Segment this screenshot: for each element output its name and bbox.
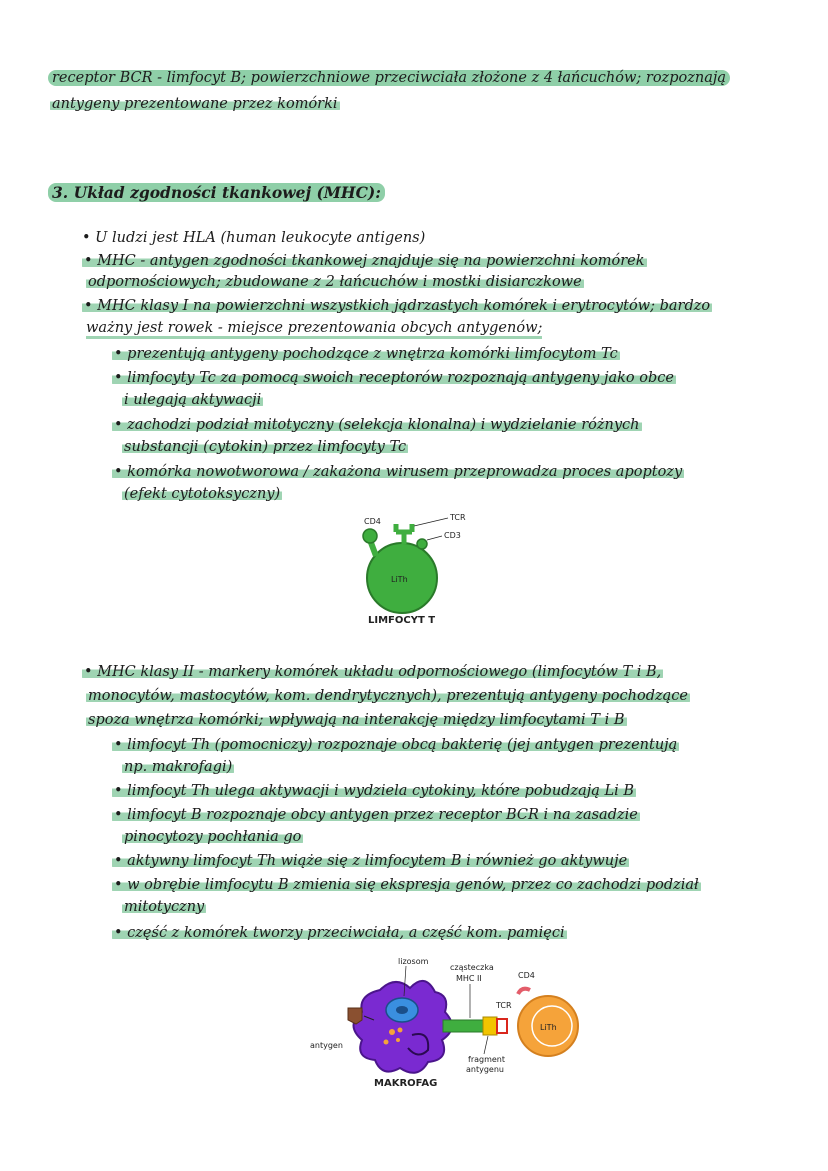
s3-line-5: • prezentują antygeny pochodzące z wnętrza komórki limfocytom Tc (114, 346, 618, 362)
fragment-label-1: fragment (468, 1055, 506, 1064)
cd4-label-2: CD4 (518, 971, 535, 980)
lith-label-2: LiTh (540, 1023, 557, 1032)
mhc2-line-1: monocytów, mastocytów, kom. dendrytycznych), prezentują antygeny pochodzące (88, 688, 688, 704)
tcr-label-2: TCR (496, 1001, 512, 1010)
czasteczka-label: cząsteczka (450, 963, 494, 972)
mhc2-line-9: • w obrębie limfocytu B zmienia się ekspresja genów, przez co zachodzi podział (114, 877, 699, 893)
s3-line-10: • komórka nowotworowa / zakażona wirusem przeprowadza proces apoptozy (114, 464, 683, 480)
cd3-receptor (417, 539, 427, 549)
cd4-receptor-2 (518, 989, 530, 994)
mhc2-line-5: • limfocyt Th ulega aktywacji i wydziela cytokiny, które pobudzają Li B (114, 783, 635, 799)
intro-line-2: antygeny prezentowane przez komórki (52, 96, 338, 112)
makrofag-title: MAKROFAG (374, 1078, 438, 1089)
mhc2-molecule (443, 1020, 483, 1032)
mhc2-label: MHC II (456, 974, 482, 983)
cd4-label: CD4 (364, 517, 381, 526)
makrofag-diagram (300, 950, 600, 1100)
s3-line-2: odpornościowych; zbudowane z 2 łańcuchów i mostki disiarczkowe (88, 274, 582, 290)
lith-label: LiTh (391, 575, 408, 584)
s3-line-6: • limfocyty Tc za pomocą swoich receptorów rozpoznają antygeny jako obce (114, 370, 674, 386)
s3-line-8: • zachodzi podział mitotyczny (selekcja klonalna) i wydzielanie różnych (114, 417, 640, 433)
fragment-label-2: antygenu (466, 1065, 504, 1074)
s3-line-7: i ulegają aktywacji (124, 392, 262, 408)
mhc2-line-10: mitotyczny (124, 899, 205, 915)
section-3-title: 3. Układ zgodności tkankowej (MHC): (48, 183, 385, 202)
s3-line-11: (efekt cytotoksyczny) (124, 486, 281, 502)
s3-line-9: substancji (cytokin) przez limfocyty Tc (124, 439, 407, 455)
mhc2-line-3: • limfocyt Th (pomocniczy) rozpoznaje obcą bakterię (jej antygen prezentują (114, 737, 678, 753)
mhc2-line-2: spoza wnętrza komórki; wpływają na interakcję między limfocytami T i B (88, 712, 625, 728)
mhc2-line-0: • MHC klasy II - markery komórek układu odpornościowego (limfocytów T i B, (84, 664, 662, 680)
s3-line-0: • U ludzi jest HLA (human leukocyte antigens) (82, 230, 426, 246)
cd3-label: CD3 (444, 531, 461, 540)
limfocyt-t-title: LIMFOCYT T (368, 615, 436, 626)
antygen-label: antygen (310, 1041, 343, 1050)
s3-line-3: • MHC klasy I na powierzchni wszystkich jądrzastych komórek i erytrocytów; bardzo (84, 298, 711, 314)
limfocyt-t-diagram (330, 510, 500, 630)
s3-line-4: ważny jest rowek - miejsce prezentowania obcych antygenów; (86, 320, 542, 336)
fragment-antygenu (483, 1017, 497, 1035)
antygen-shape (348, 1008, 362, 1024)
mhc2-line-11: • część z komórek tworzy przeciwciała, a część kom. pamięci (114, 925, 565, 941)
s3-line-1: • MHC - antygen zgodności tkankowej znajduje się na powierzchni komórek (84, 253, 645, 269)
tcr-label: TCR (450, 513, 466, 522)
tcr-receptor-2 (497, 1019, 507, 1033)
mhc2-line-8: • aktywny limfocyt Th wiąże się z limfocytem B i również go aktywuje (114, 853, 628, 869)
intro-line-1: receptor BCR - limfocyt B; powierzchniowe przeciwciała złożone z 4 łańcuchów; rozpoznają (48, 70, 730, 86)
cd4-receptor (363, 529, 377, 543)
mhc2-line-4: np. makrofagi) (124, 759, 233, 775)
mhc2-line-7: pinocytozy pochłania go (124, 829, 302, 845)
tcr-receptor (396, 524, 412, 544)
mhc2-line-6: • limfocyt B rozpoznaje obcy antygen przez receptor BCR i na zasadzie (114, 807, 638, 823)
lizosom-label: lizosom (398, 957, 429, 966)
makrofag-cell (354, 981, 452, 1073)
